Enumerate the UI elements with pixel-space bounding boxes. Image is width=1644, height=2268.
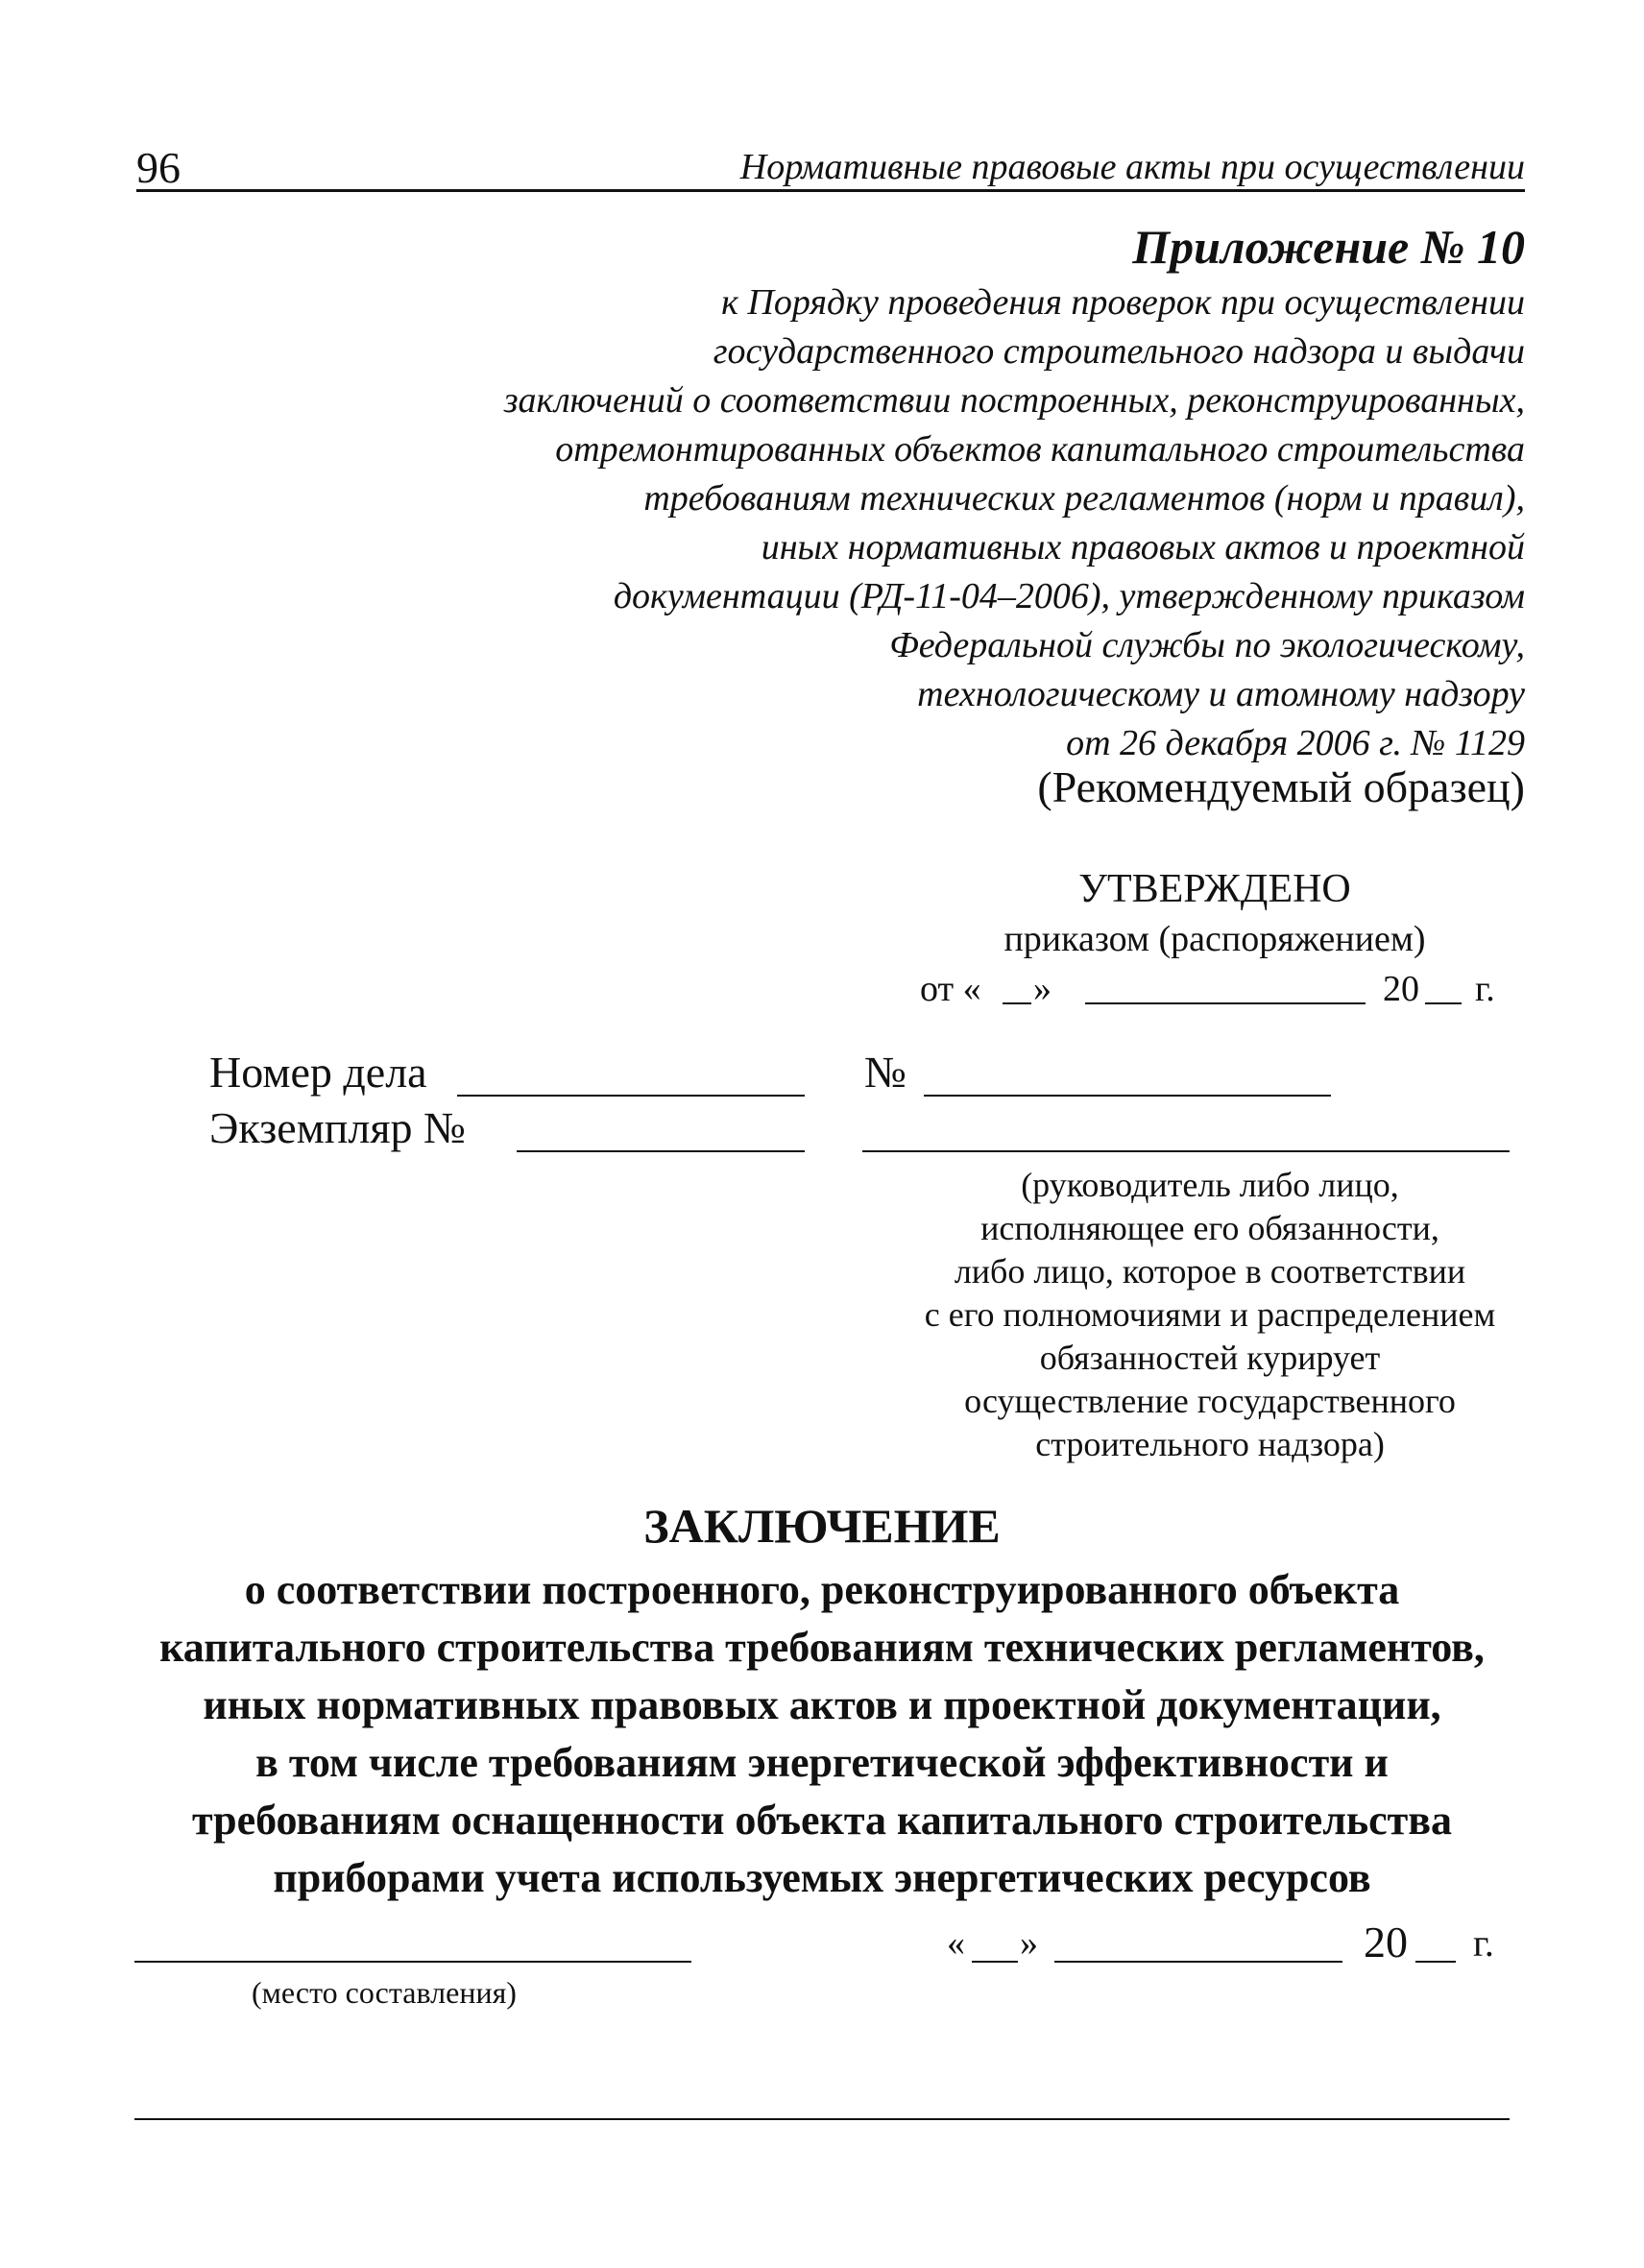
conclusion-year-prefix: 20 [1364, 1918, 1408, 1966]
head-note-line: осуществление государственного [964, 1382, 1456, 1420]
head-note-line: либо лицо, которое в соответствии [954, 1252, 1466, 1291]
conclusion-year-blank[interactable] [1415, 1961, 1456, 1963]
conclusion-title: ЗАКЛЮЧЕНИЕ [643, 1499, 1001, 1553]
conclusion-month-blank[interactable] [1054, 1961, 1342, 1963]
conclusion-subtitle-line: о соответствии построенного, реконструированного объекта [244, 1566, 1400, 1613]
head-note-line: строительного надзора) [1035, 1425, 1385, 1463]
date-open: « [947, 1923, 965, 1964]
year-blank[interactable] [1425, 1002, 1462, 1004]
date-prefix: от « [920, 969, 981, 1009]
year-prefix: 20 [1383, 969, 1419, 1009]
year-suffix: г. [1475, 969, 1495, 1009]
month-blank[interactable] [1085, 1002, 1366, 1004]
appendix-ref-line: технологическому и атомному надзору [917, 674, 1525, 714]
head-note-line: (руководитель либо лицо, [1021, 1166, 1399, 1204]
copy-number-blank[interactable] [517, 1150, 805, 1152]
approval-block [893, 864, 1536, 964]
conclusion-subtitle [96, 1561, 1548, 1907]
case-number-label: Номер дела [209, 1048, 427, 1097]
header-rule [136, 189, 1525, 192]
place-caption: (место составления) [252, 1975, 517, 2010]
case-number-blank[interactable] [457, 1095, 805, 1097]
appendix-title: Приложение № 10 [1132, 220, 1525, 274]
order-number-sign: № [864, 1048, 907, 1097]
copy-number-label: Экземпляр № [209, 1103, 466, 1152]
conclusion-subtitle-line: в том числе требованиям энергетической эффективности и [255, 1739, 1389, 1786]
appendix-reference [277, 278, 1525, 768]
appendix-ref-line: государственного строительного надзора и выдачи [713, 331, 1525, 372]
conclusion-subtitle-line: иных нормативных правовых актов и проектной документации, [203, 1681, 1441, 1728]
appendix-ref-line: иных нормативных правовых актов и проектной [761, 527, 1525, 567]
conclusion-year-suffix: г. [1473, 1921, 1494, 1965]
running-head: Нормативные правовые акты при осуществлении [739, 147, 1525, 187]
approved-title: УТВЕРЖДЕНО [1078, 867, 1351, 911]
conclusion-subtitle-line: требованиям оснащенности объекта капитального строительства [191, 1797, 1453, 1844]
order-number-blank[interactable] [924, 1095, 1331, 1097]
approval-date-row [0, 968, 1644, 1016]
head-note-line: исполняющее его обязанности, [980, 1209, 1439, 1247]
conclusion-subtitle-line: капитального строительства требованиям технических регламентов, [159, 1624, 1485, 1671]
head-note [845, 1164, 1575, 1466]
appendix-ref-line: Федеральной службы по экологическому, [889, 625, 1525, 665]
appendix-ref-line: документации (РД-11-04–2006), утвержденному приказом [613, 576, 1525, 616]
sample-note: (Рекомендуемый образец) [1037, 762, 1525, 811]
day-blank[interactable] [1003, 1002, 1031, 1004]
conclusion-subtitle-line: приборами учета используемых энергетических ресурсов [273, 1854, 1371, 1901]
appendix-ref-line: к Порядку проведения проверок при осуществлении [721, 282, 1525, 323]
appendix-ref-line: требованиям технических регламентов (норм и правил), [643, 478, 1525, 519]
appendix-ref-line: от 26 декабря 2006 г. № 1129 [1066, 723, 1525, 763]
date-mid: » [1033, 969, 1052, 1009]
head-signature-blank[interactable] [862, 1150, 1510, 1152]
head-note-line: обязанностей курирует [1039, 1339, 1381, 1377]
conclusion-day-blank[interactable] [972, 1961, 1018, 1963]
page-number: 96 [136, 143, 181, 192]
head-note-line: с его полномочиями и распределением [924, 1295, 1496, 1334]
approved-order-text: приказом (распоряжением) [1003, 919, 1426, 959]
date-close: » [1020, 1923, 1038, 1964]
bottom-text-blank[interactable] [134, 2118, 1510, 2120]
appendix-ref-line: заключений о соответствии построенных, реконструированных, [503, 380, 1525, 421]
conclusion-date-row [0, 1917, 1644, 1974]
appendix-ref-line: отремонтированных объектов капитального строительства [555, 429, 1525, 470]
